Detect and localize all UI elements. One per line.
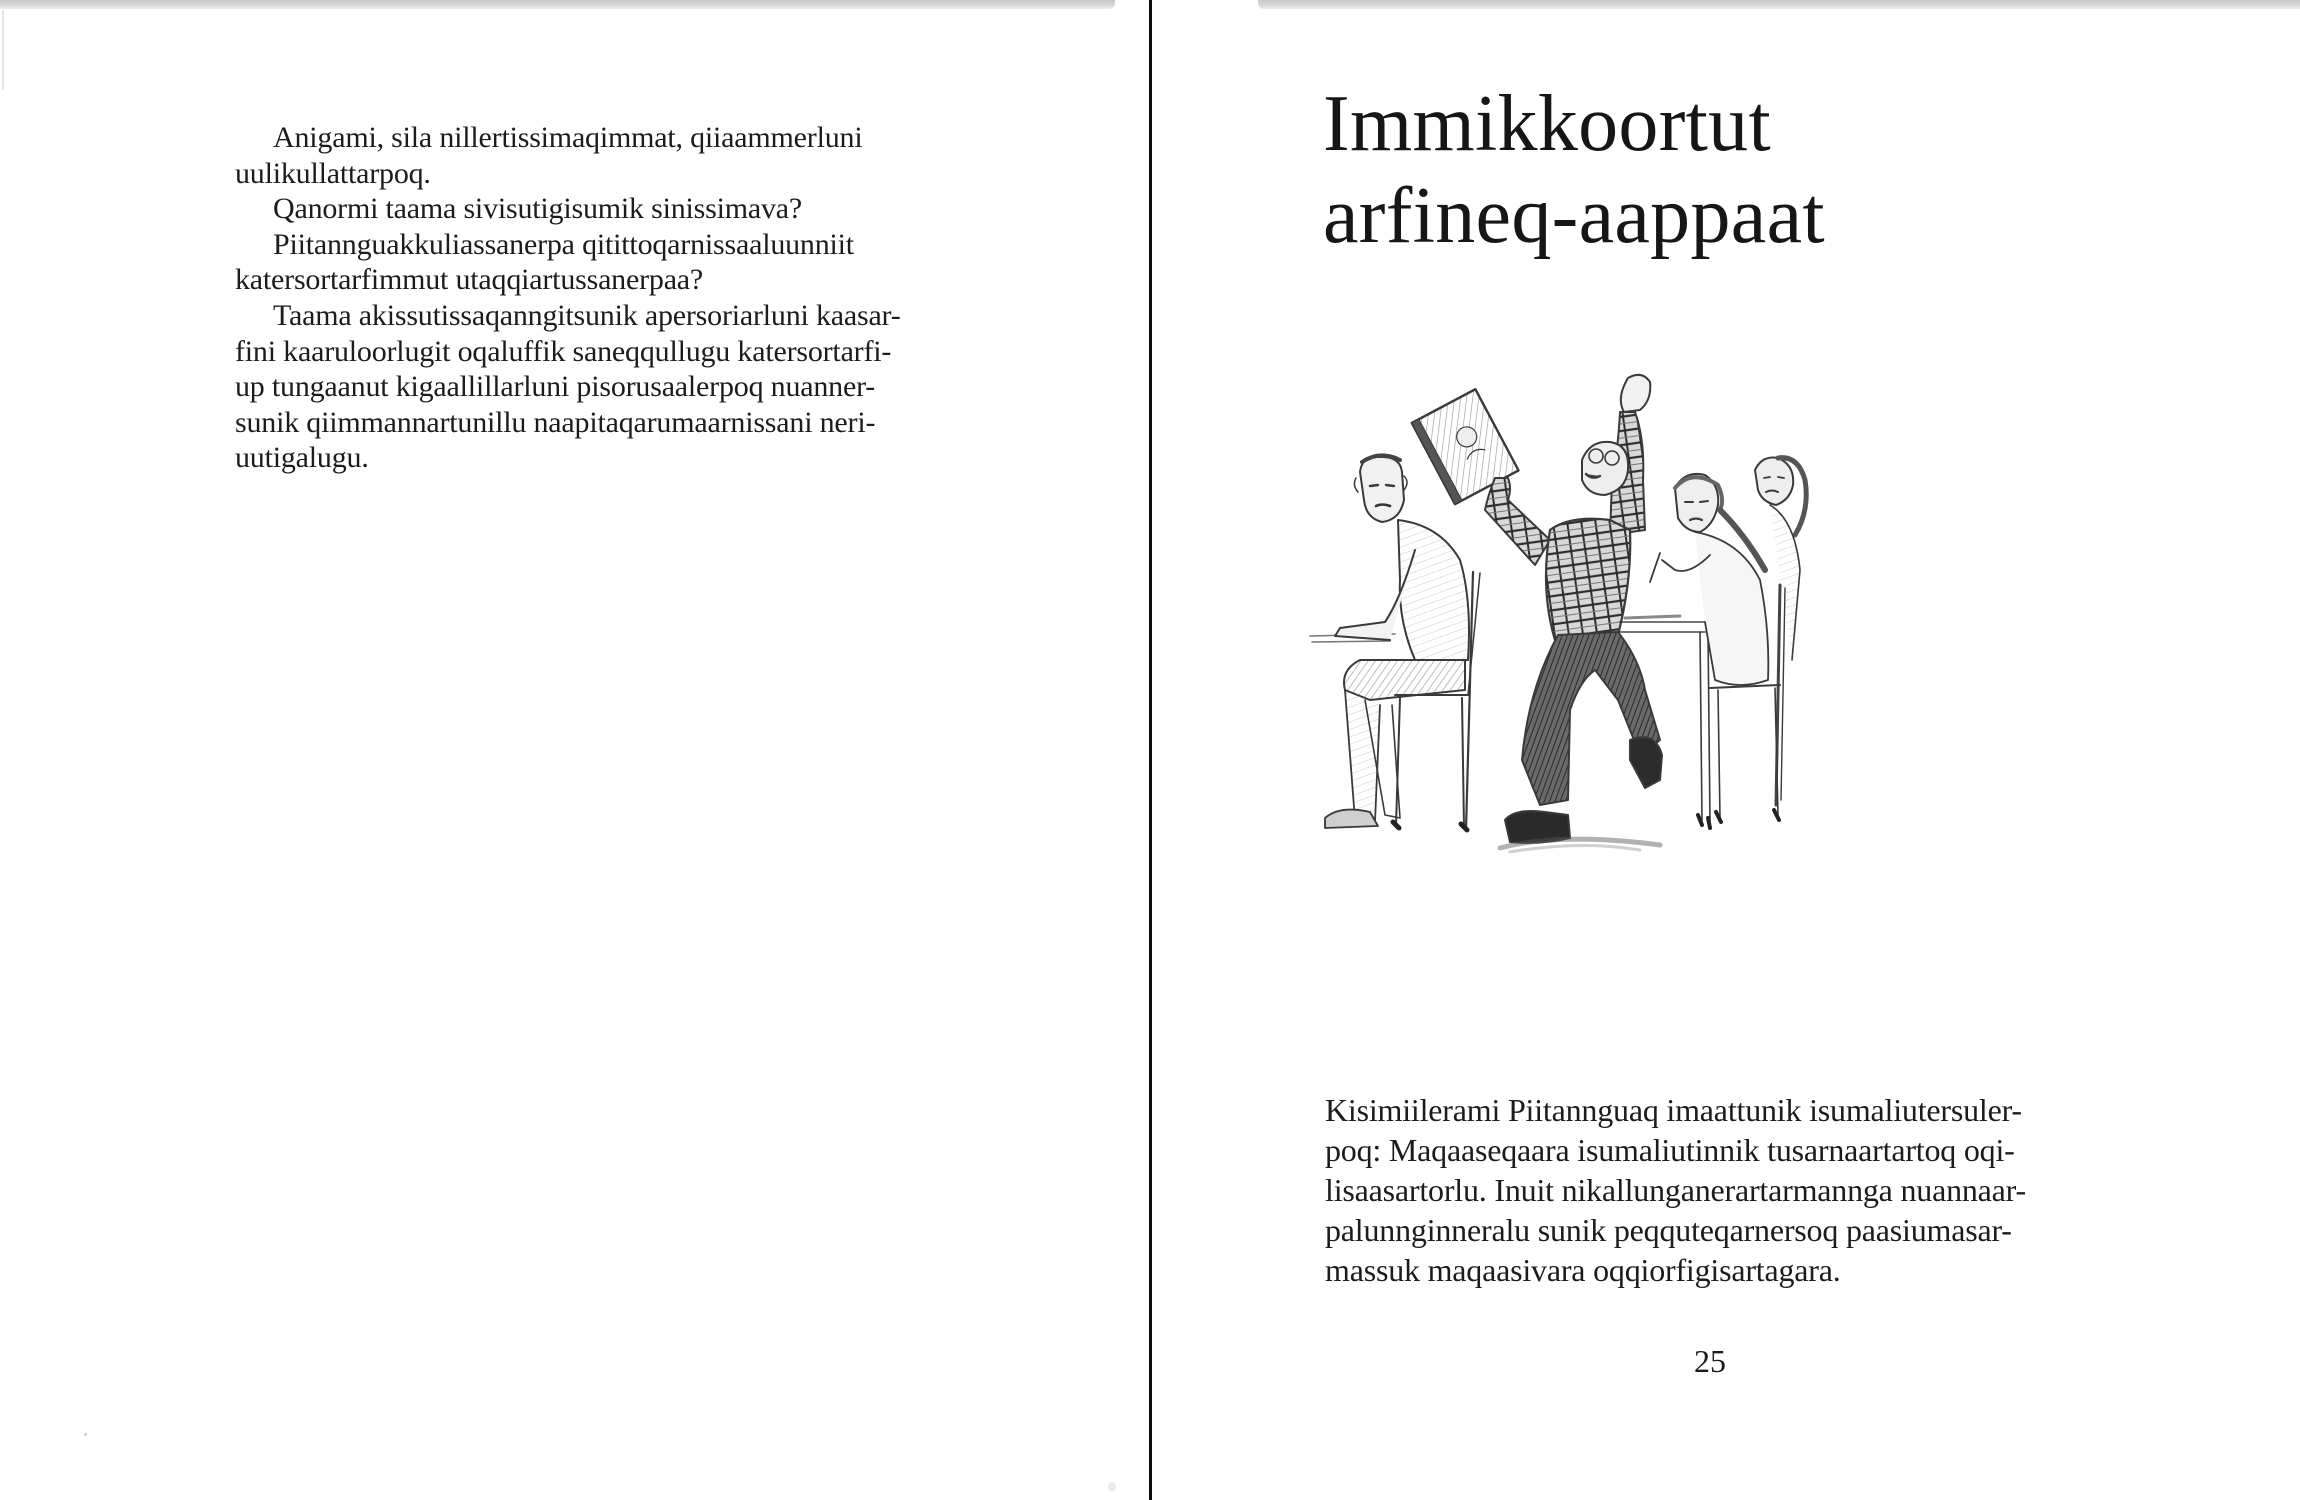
text-line: lisaasartorlu. Inuit nikallunganerartarmannga nuannaar- — [1325, 1172, 2026, 1208]
right-paragraph — [1325, 1090, 2105, 1290]
text-line: katersortarfimmut utaqqiartussanerpaa? — [235, 263, 704, 297]
left-paragraph-4 — [235, 298, 1005, 476]
text-line: sunik qiimmannartunillu naapitaqarumaarnissani neri- — [235, 405, 876, 439]
text-line: fini kaaruloorlugit oqaluffik saneqqullugu katersortarfi- — [235, 334, 892, 368]
chapter-illustration — [1300, 360, 2150, 1040]
text-line: Qanormi taama sivisutigisumik sinissimava? — [273, 192, 803, 226]
left-page — [0, 0, 1148, 1500]
paper-speck — [84, 1433, 87, 1436]
page-top-edge-right — [1258, 0, 2300, 9]
book-spine-divider — [1149, 0, 1152, 1500]
chapter-title — [1323, 78, 1825, 262]
text-line: uulikullattarpoq. — [235, 156, 431, 190]
page-number: 25 — [1694, 1343, 1726, 1379]
left-paragraph-1 — [235, 120, 1005, 191]
pencil-sketch-icon — [1300, 360, 2150, 1040]
text-line: up tungaanut kigaallillarluni pisorusaalerpoq nuanner- — [235, 370, 876, 404]
page-top-edge-left — [0, 0, 1115, 9]
left-paragraph-3 — [235, 227, 1005, 298]
chapter-title-line-2: arfineq-aappaat — [1323, 172, 1825, 260]
text-line: Taama akissutissaqanngitsunik apersoriarluni kaasar- — [273, 298, 901, 332]
text-line: uutigalugu. — [235, 441, 369, 475]
page-left-edge-mark — [2, 10, 4, 90]
text-line: Kisimiilerami Piitannguaq imaattunik isumaliutersuler- — [1325, 1092, 2022, 1128]
text-line: Piitannguakkuliassanerpa qitittoqarnissaaluunniit — [273, 227, 854, 261]
right-page-body-text — [1325, 1090, 2105, 1290]
paper-speck — [1108, 1482, 1116, 1492]
text-line: massuk maqaasivara oqqiorfigisartagara. — [1325, 1252, 1841, 1288]
chapter-title-line-1: Immikkoortut — [1323, 80, 1772, 168]
text-line: Anigami, sila nillertissimaqimmat, qiiaammerluni — [273, 121, 863, 154]
left-page-body-text — [235, 120, 1005, 476]
text-line: palunnginneralu sunik peqquteqarnersoq paasiumasar- — [1325, 1212, 2012, 1248]
text-line: poq: Maqaaseqaara isumaliutinnik tusarnaartartoq oqi- — [1325, 1132, 2015, 1168]
left-paragraph-2 — [235, 191, 1005, 227]
